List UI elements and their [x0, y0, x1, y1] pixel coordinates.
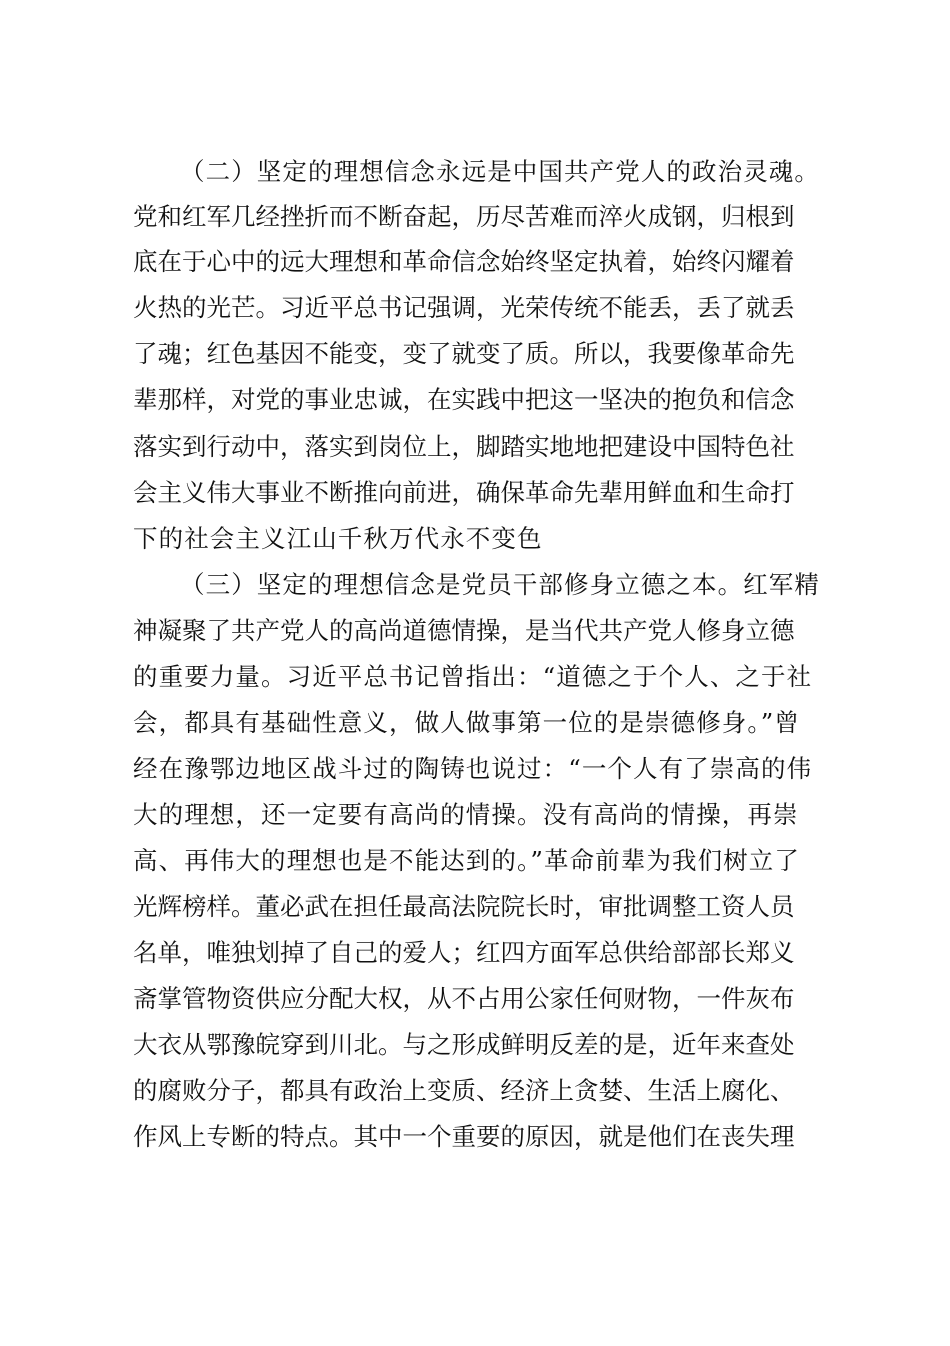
- paragraph-2-line-9: 下的社会主义江山千秋万代永不变色: [133, 524, 543, 553]
- paragraph-3-line-6: 大的理想，还一定要有高尚的情操。没有高尚的情操，再崇: [133, 800, 799, 829]
- paragraph-3-line-9: 名单，唯独划掉了自己的爱人；红四方面军总供给部部长郑义: [133, 938, 795, 967]
- paragraph-3-line-2: 神凝聚了共产党人的高尚道德情操，是当代共产党人修身立德: [133, 616, 795, 645]
- paragraph-3-line-11: 大衣从鄂豫皖穿到川北。与之形成鲜明反差的是，近年来查处: [133, 1030, 795, 1059]
- paragraph-2-line-1: （二）坚定的理想信念永远是中国共产党人的政治灵魂。: [180, 157, 820, 186]
- paragraph-3-line-8: 光辉榜样。董必武在担任最高法院院长时，审批调整工资人员: [133, 892, 795, 921]
- paragraph-3-line-4: 会，都具有基础性意义，做人做事第一位的是崇德修身。”曾: [133, 708, 800, 737]
- paragraph-3-line-10: 斋掌管物资供应分配大权，从不占用公家任何财物，一件灰布: [133, 984, 795, 1013]
- paragraph-2-line-8: 会主义伟大事业不断推向前进，确保革命先辈用鲜血和生命打: [133, 478, 795, 507]
- paragraph-3-line-13: 作风上专断的特点。其中一个重要的原因，就是他们在丧失理: [133, 1122, 795, 1151]
- paragraph-3-line-3: 的重要力量。习近平总书记曾指出：“道德之于个人、之于社: [133, 662, 813, 691]
- paragraph-2-line-2: 党和红军几经挫折而不断奋起，历尽苦难而淬火成钢，归根到: [133, 202, 795, 231]
- paragraph-2-line-7: 落实到行动中，落实到岗位上，脚踏实地地把建设中国特色社: [133, 432, 795, 461]
- paragraph-2-line-6: 辈那样，对党的事业忠诚，在实践中把这一坚决的抱负和信念: [133, 385, 795, 414]
- paragraph-3-line-7: 高、再伟大的理想也是不能达到的。”革命前辈为我们树立了: [133, 846, 800, 875]
- paragraph-3-line-1: （三）坚定的理想信念是党员干部修身立德之本。红军精: [180, 570, 820, 599]
- paragraph-3-line-12: 的腐败分子，都具有政治上变质、经济上贪婪、生活上腐化、: [133, 1076, 795, 1105]
- paragraph-2-line-5: 了魂；红色基因不能变，变了就变了质。所以，我要像革命先: [133, 339, 795, 368]
- paragraph-3-line-5: 经在豫鄂边地区战斗过的陶铸也说过：“一个人有了崇高的伟: [133, 754, 813, 783]
- paragraph-2-line-3: 底在于心中的远大理想和革命信念始终坚定执着，始终闪耀着: [133, 247, 795, 276]
- paragraph-2-line-4: 火热的光芒。习近平总书记强调，光荣传统不能丢，丢了就丢: [133, 293, 795, 322]
